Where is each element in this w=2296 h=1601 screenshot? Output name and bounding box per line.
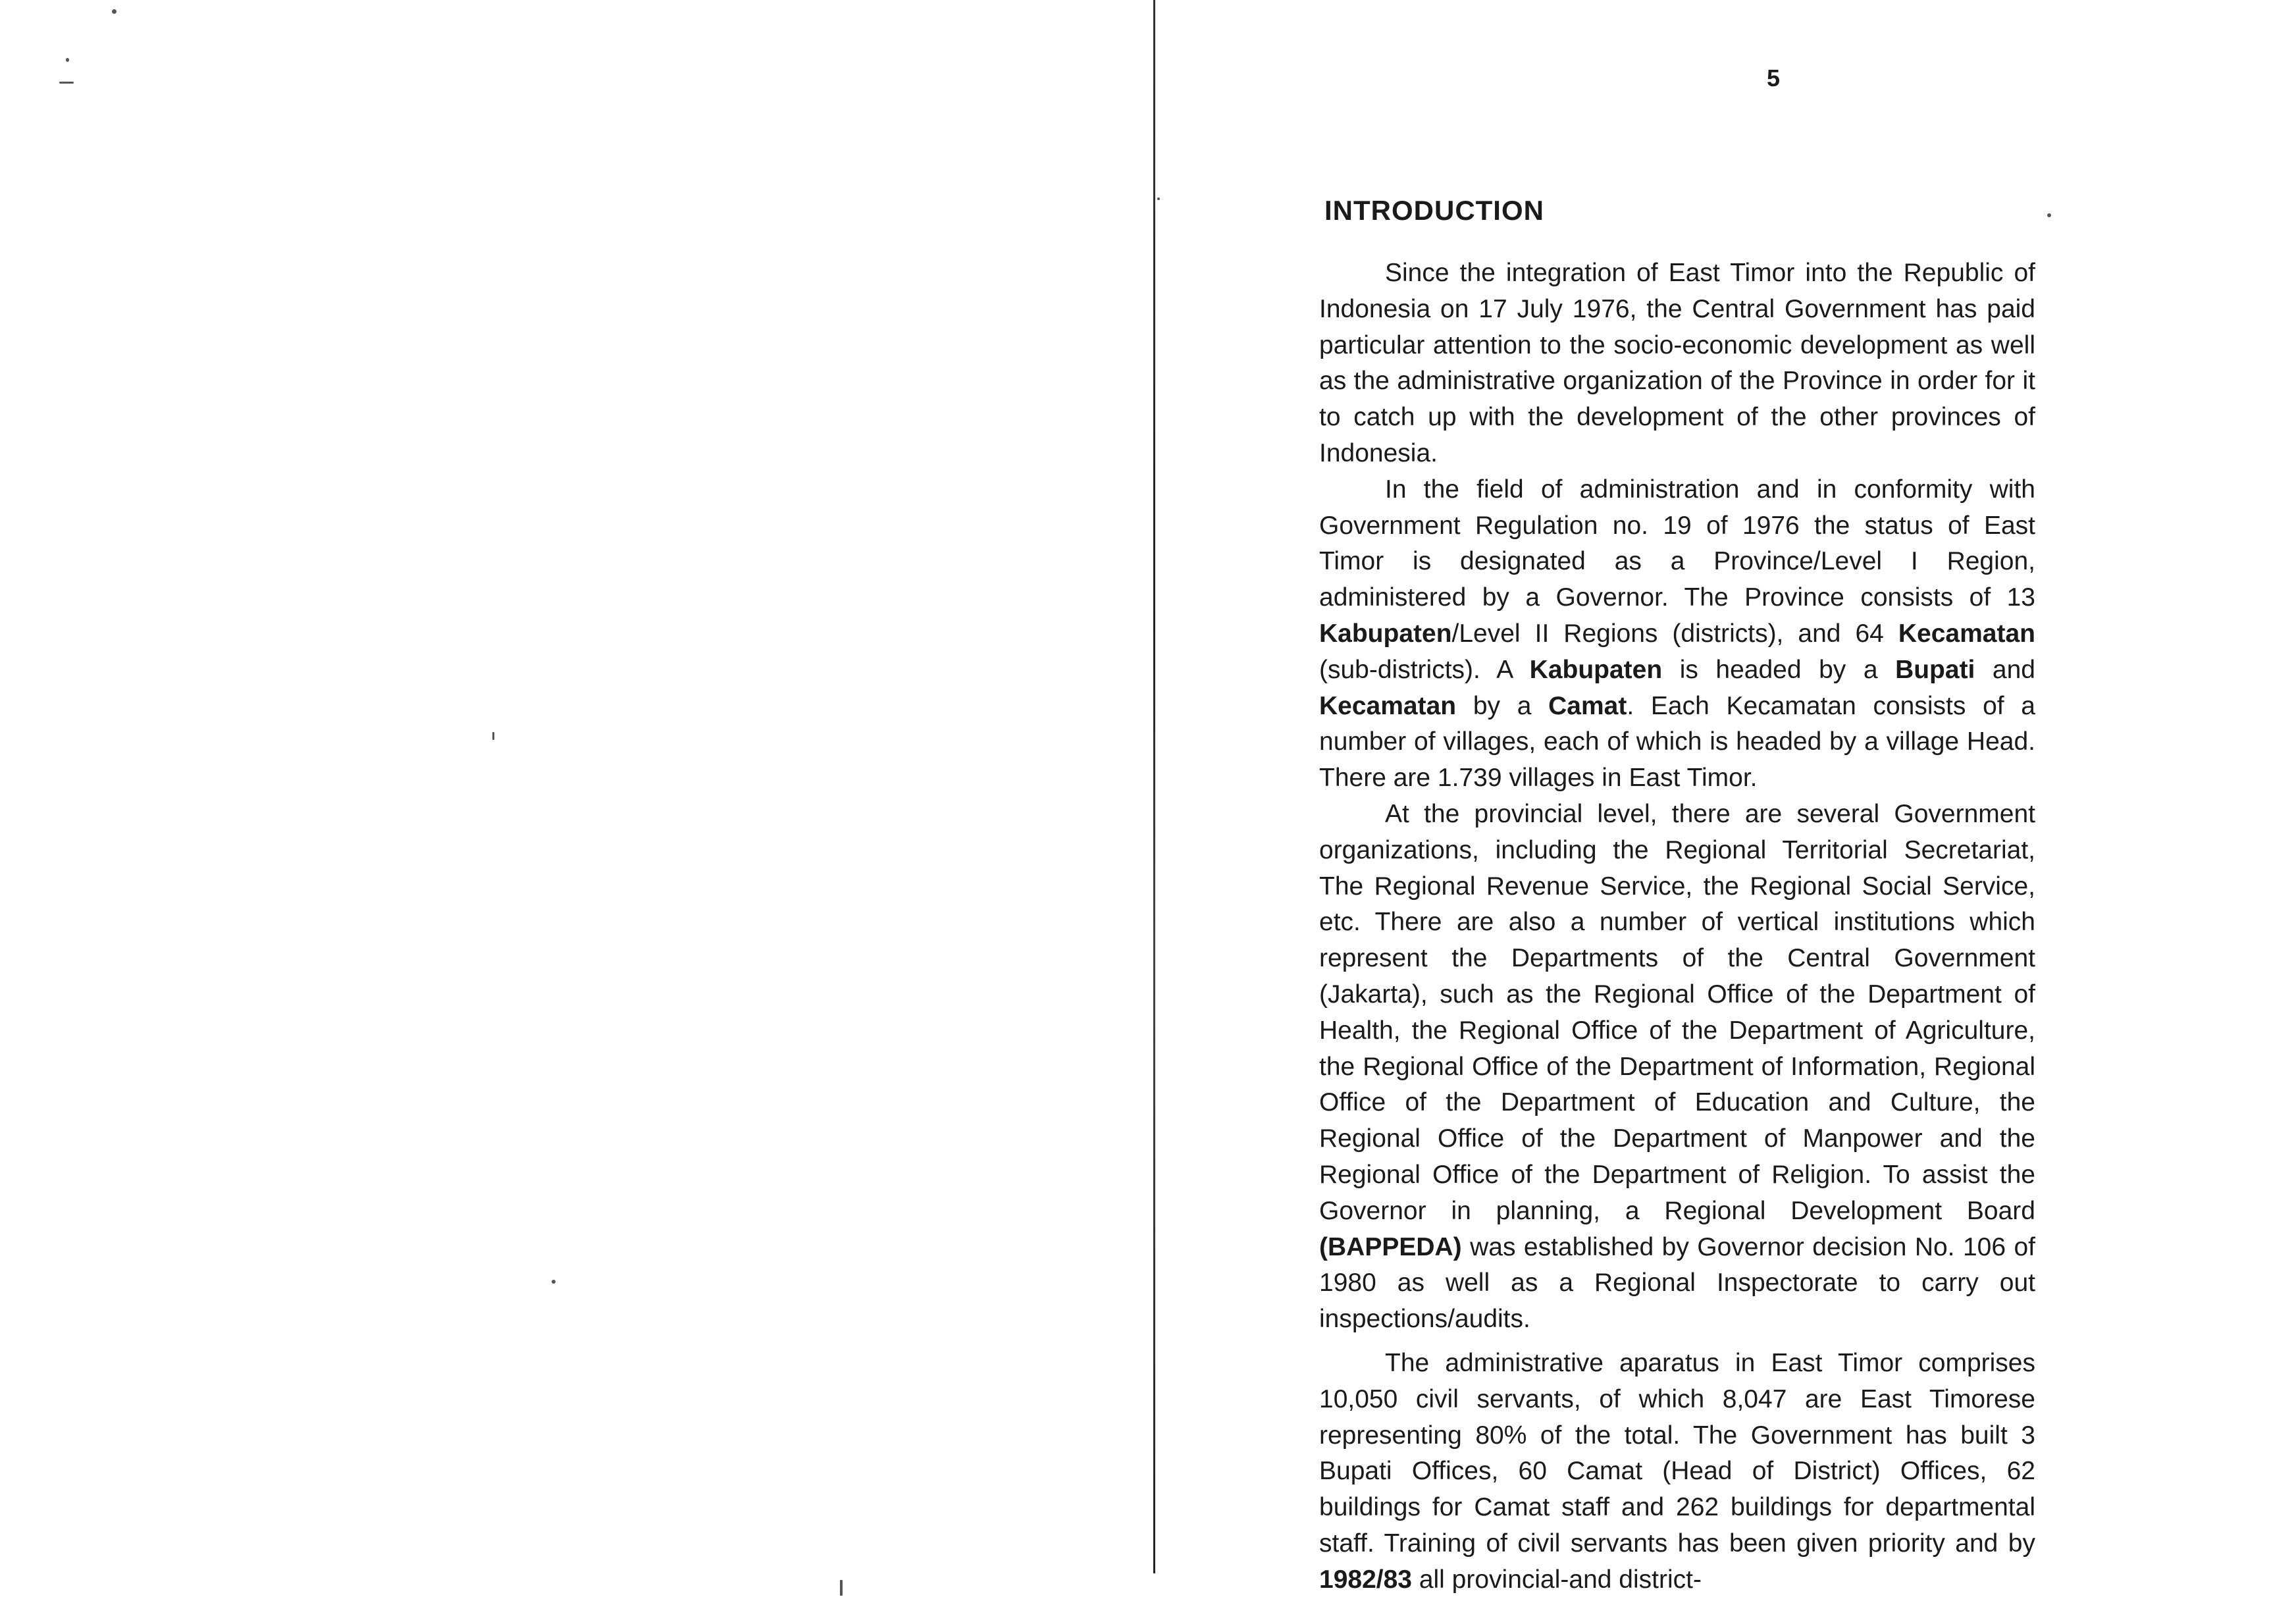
paragraph-4 xyxy=(1319,1346,2035,1598)
left-page-blank xyxy=(0,0,1145,1601)
bold-term: Bupati xyxy=(1895,655,1975,684)
bold-term: (BAPPEDA) xyxy=(1319,1232,1462,1261)
text-run: is headed by a xyxy=(1662,655,1896,684)
scan-speck xyxy=(552,1280,556,1284)
text-run: (sub-districts). A xyxy=(1319,655,1530,684)
paragraph-3 xyxy=(1319,797,2035,1338)
page-number: 5 xyxy=(1766,65,1781,92)
book-spine xyxy=(1153,0,1155,1573)
text-run: . Each Kecamatan consists of a number of villages, each of which is headed by a village Head. There are 1.739 villages in East Timor. xyxy=(1319,691,2035,793)
paragraph-2 xyxy=(1319,472,2035,797)
scan-speck xyxy=(2047,213,2051,217)
text-run: Since the integration of East Timor into the Republic of Indonesia on 17 July 1976, the Central Government has paid particular attention to the socio-economic development as well as the administrative organization of the Province in order for it to catch up with the development of the other provinces of Indonesia. xyxy=(1319,259,2035,467)
bold-term: Kecamatan xyxy=(1898,619,2035,648)
paragraph-1 xyxy=(1319,255,2035,472)
scan-speck xyxy=(1157,197,1160,200)
right-page xyxy=(1156,0,2296,1601)
section-heading: INTRODUCTION xyxy=(1324,195,1544,226)
text-run: In the field of administration and in conformity with Government Regulation no. 19 of 1976 the status of East Timor is designated as a Province/Level I Region, administered by a Governor. The Province consists of 13 xyxy=(1319,475,2035,612)
bold-term: Camat xyxy=(1548,691,1627,720)
scan-speck xyxy=(492,732,494,740)
bold-term: 1982/83 xyxy=(1319,1565,1412,1594)
scan-speck xyxy=(840,1580,843,1596)
scan-speck xyxy=(112,9,117,14)
text-run: and xyxy=(1975,655,2036,684)
bold-term: Kabupaten xyxy=(1529,655,1663,684)
bold-term: Kecamatan xyxy=(1319,691,1457,720)
bold-term: Kabupaten xyxy=(1319,619,1452,648)
scan-speck xyxy=(66,58,69,62)
text-run: was established by Governor decision No. 106 of 1980 as well as a Regional Inspectorate to carry out inspections/audits. xyxy=(1319,1232,2035,1334)
body-text xyxy=(1319,255,2035,1598)
text-run: by a xyxy=(1456,691,1549,720)
text-run: /Level II Regions (districts), and 64 xyxy=(1451,619,1898,648)
text-run: all provincial-and district- xyxy=(1411,1565,1702,1594)
scan-speck xyxy=(59,82,74,84)
text-run: The administrative aparatus in East Timor comprises 10,050 civil servants, of which 8,047 are East Timorese representing 80% of the total. The Government has built 3 Bupati Offices, 60 Camat (Head of District) Offices, 62 buildings for Camat staff and 262 buildings for departmental staff. Training of civil servants has been given priority and by xyxy=(1319,1348,2035,1558)
text-run: At the provincial level, there are several Government organizations, including the Regional Territorial Secretariat, The Regional Revenue Service, the Regional Social Service, etc. There are also a number of vertical institutions which represent the Departments of the Central Government (Jakarta), such as the Regional Office of the Department of Health, the Regional Office of the Department of Agriculture, the Regional Office of the Department of Information, Regional Office of the Department of Education and Culture, the Regional Office of the Department of Manpower and the Regional Office of the Department of Religion. To assist the Governor in planning, a Regional Development Board xyxy=(1319,799,2035,1225)
